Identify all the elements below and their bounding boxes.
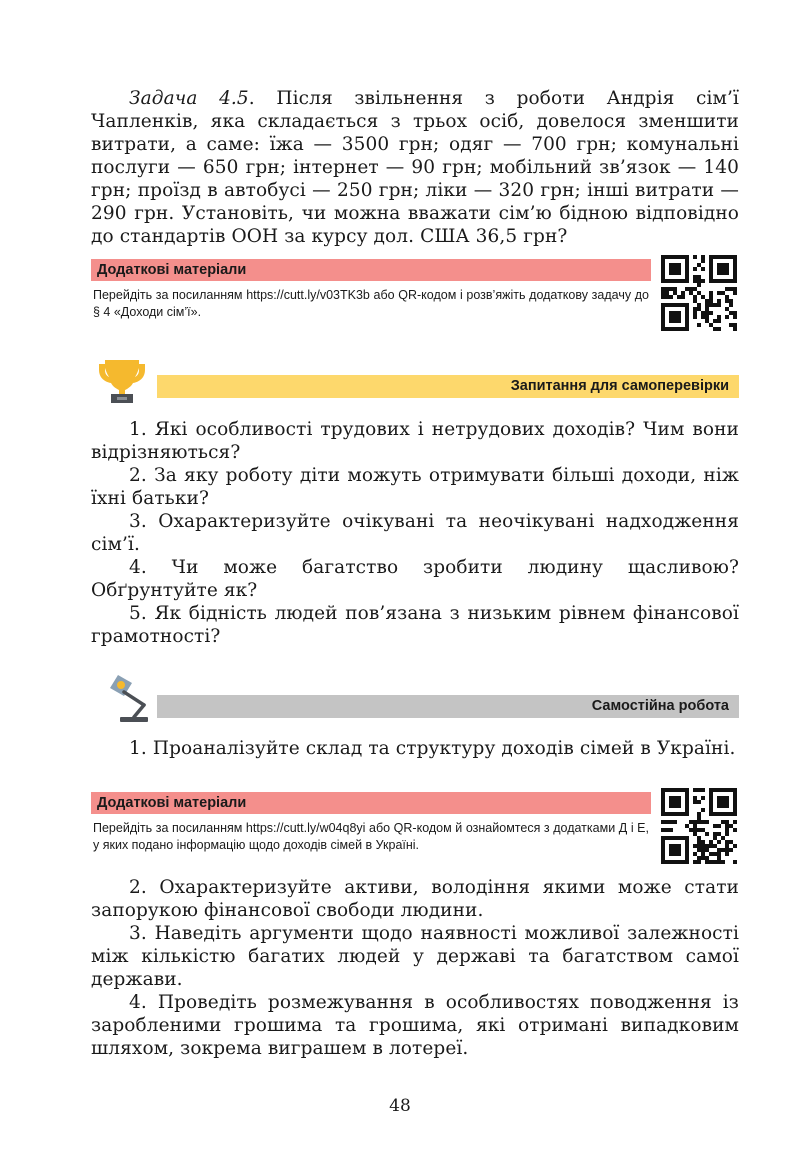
trophy-icon	[97, 356, 147, 404]
task-paragraph	[91, 87, 739, 248]
page-number: 48	[389, 1096, 411, 1116]
extra-materials-text-2: Перейдіть за посиланням https://cutt.ly/w04q8yi або QR-кодом й ознайомтеся з додатками Д і Е, у яких подано інформацію щодо доходів сімей в Україні.	[93, 821, 649, 852]
qr-code-icon[interactable]	[661, 788, 737, 864]
extra-materials-heading-2: Додаткові матеріали	[91, 792, 651, 814]
desk-lamp-icon	[100, 672, 150, 724]
selfcheck-question: 1. Які особливості трудових і нетрудових доходів? Чим вони відрізняються?	[91, 419, 739, 463]
selfcheck-question: 5. Як бідність людей пов’язана з низьким рівнем фінансової грамотності?	[91, 603, 739, 647]
independent-task: 2. Охарактеризуйте активи, володіння якими може стати запорукою фінансової свободи людини.	[91, 877, 739, 921]
task-label: Задача 4.5	[129, 88, 249, 109]
independent-task: 1. Проаналізуйте склад та структуру доходів сімей в Україні.	[129, 738, 736, 759]
independent-task: 4. Проведіть розмежування в особливостях поводження із заробленими грошима та грошима, які отримані випадковим шляхом, зокрема виграшем в лотереї.	[91, 992, 739, 1059]
selfcheck-question: 2. За яку роботу діти можуть отримувати більші доходи, ніж їхні батьки?	[91, 465, 739, 509]
selfcheck-question: 4. Чи може багатство зробити людину щасливою? Обґрунтуйте як?	[91, 557, 739, 601]
selfcheck-question: 3. Охарактеризуйте очікувані та неочікувані надходження сім’ї.	[91, 511, 739, 555]
selfcheck-heading: Запитання для самоперевірки	[157, 375, 739, 398]
qr-code-icon[interactable]	[661, 255, 737, 331]
task-text: . Після звільнення з роботи Андрія сім’ї Чапленків, яка складається з трьох осіб, довелося зменшити витрати, а саме: їжа — 3500 грн; одяг — 700 грн; комунальні послуги — 650 грн; інтернет — 90 грн; мобільний зв’язок — 140 грн; проїзд в автобусі — 250 грн; ліки — 320 грн; інші витрати — 290 грн. Установіть, чи можна вважати сім’ю бідною відповідно до стандартів ООН за курсу дол. США 36,5 грн?	[91, 88, 739, 247]
extra-materials-text-1: Перейдіть за посиланням https://cutt.ly/v03TK3b або QR-кодом і розв’яжіть додаткову задачу до § 4 «Доходи сім’ї».	[93, 288, 649, 319]
extra-materials-heading-1: Додаткові матеріали	[91, 259, 651, 281]
independent-task: 3. Наведіть аргументи щодо наявності можливої залежності між кількістю багатих людей у державі та багатством самої держави.	[91, 923, 739, 990]
independent-work-heading: Самостійна робота	[157, 695, 739, 718]
